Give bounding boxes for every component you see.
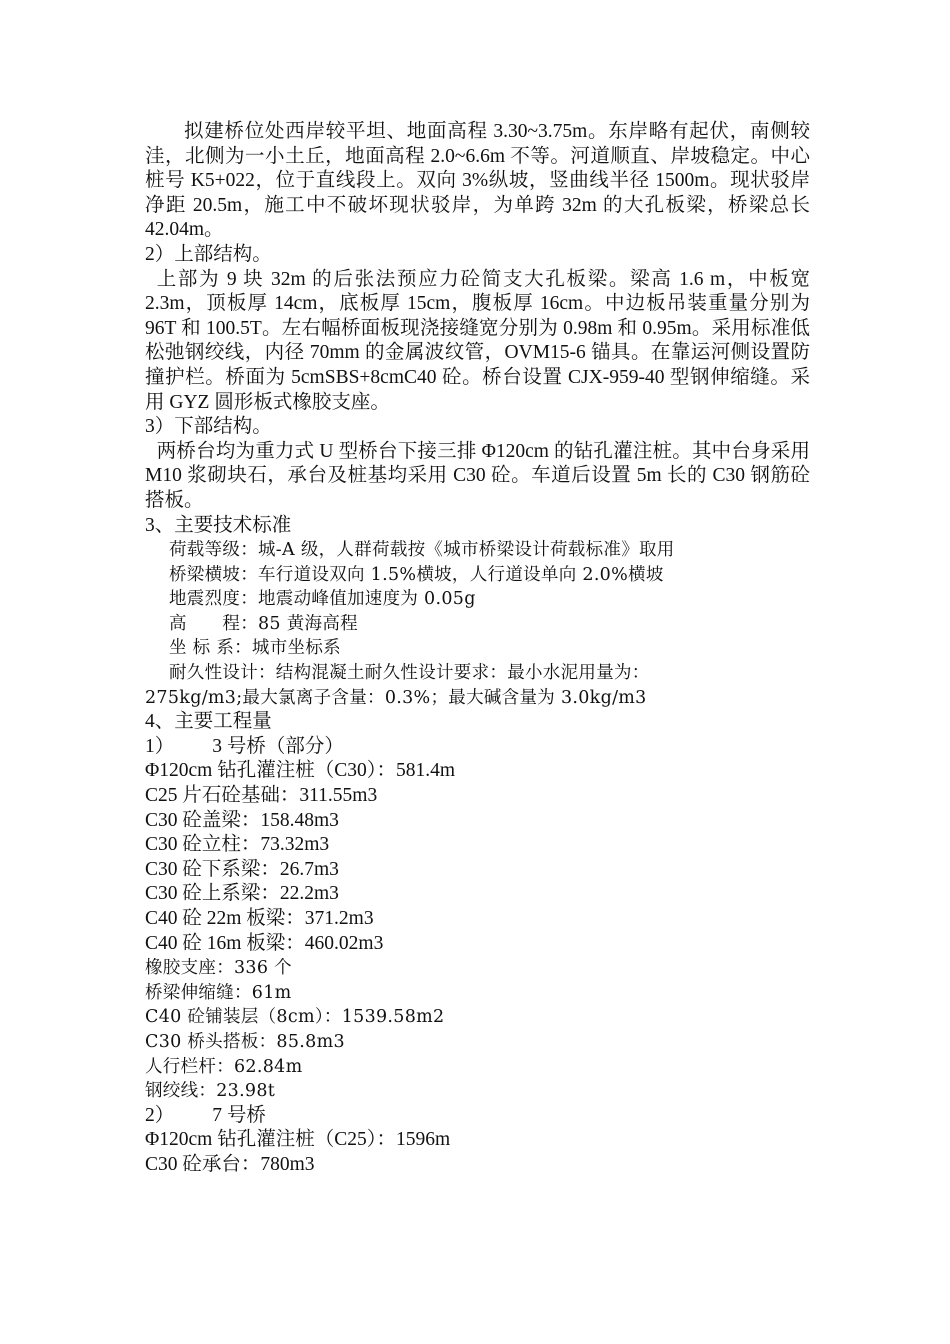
list-item: C30 砼承台：780m3: [145, 1153, 315, 1175]
list-item: C30 桥头搭板：85.8m3: [145, 1031, 345, 1052]
bridge-3-quantity-list: [145, 759, 810, 1103]
list-item: Φ120cm 钻孔灌注桩（C25）：1596m: [145, 1129, 451, 1151]
technical-standards-list: [145, 538, 810, 710]
standard-item: 高 程：85 黄海高程: [169, 613, 358, 634]
durability-line: 耐久性设计：结构混凝土耐久性设计要求：最小水泥用量为：: [169, 663, 650, 684]
bridge-7-heading: [145, 1104, 810, 1129]
superstructure-heading: 2）上部结构。: [145, 243, 272, 265]
superstructure-paragraph: 上部为 9 块 32m 的后张法预应力砼简支大孔板梁。梁高 1.6 m，中板宽 2.3m，顶板厚 14cm，底板厚 15cm，腹板厚 16cm。中边板吊装重量分别为 96T 和 100.5T。左右幅桥面板现浇接缝宽分别为 0.98m 和 0.95m。采用标准低松弛钢绞线，内径 70mm 的金属波纹管，OVM15-6 锚具。在靠运河侧设置防撞护栏。桥面为 5cmSBS+8cmC40 砼。桥台设置 CJX-959-40 型钢伸缩缝。采用 GYZ 圆形板式橡胶支座。: [145, 268, 810, 413]
list-item: 橡胶支座：336 个: [145, 958, 292, 979]
list-item: Φ120cm 钻孔灌注桩（C30）：581.4m: [145, 760, 456, 782]
list-item: C40 砼 22m 板梁：371.2m3: [145, 908, 374, 929]
list-item: C30 砼下系梁：26.7m3: [145, 858, 339, 880]
list-item: C25 片石砼基础：311.55m3: [145, 785, 378, 807]
substructure-heading: 3）下部结构。: [145, 416, 272, 438]
site-description-paragraph: 拟建桥位处西岸较平坦、地面高程 3.30~3.75m。东岸略有起伏，南侧较洼，北侧为一小土丘，地面高程 2.0~6.6m 不等。河道顺直、岸坡稳定。中心桩号 K5+022，位于直线段上。双向 3%纵坡，竖曲线半径 1500m。现状驳岸净距 20.5m，施工中不破坏现状驳岸，为单跨 32m 的大孔板梁，桥梁总长 42.04m。: [145, 121, 810, 241]
standard-item: 坐 标 系：城市坐标系: [169, 638, 341, 659]
list-item: 桥梁伸缩缝：61m: [145, 982, 292, 1003]
technical-standards-heading: 3、主要技术标准: [145, 514, 292, 536]
standard-item: 地震烈度：地震动峰值加速度为 0.05g: [169, 589, 476, 610]
list-item: C30 砼立柱：73.32m3: [145, 834, 330, 856]
bridge-3-number: 1）: [145, 735, 175, 757]
document-page: [145, 120, 810, 1178]
bridge-3-heading: [145, 735, 810, 760]
standard-item: 桥梁横坡：车行道设双向 1.5%横坡，人行道设单向 2.0%横坡: [169, 564, 664, 585]
standard-item: 荷载等级：城-A 级，人群荷载按《城市桥梁设计荷载标准》取用: [169, 540, 675, 561]
list-item: C40 砼铺装层（8cm）：1539.58m2: [145, 1007, 445, 1028]
list-item: C30 砼上系梁：22.2m3: [145, 883, 339, 905]
list-item: C40 砼 16m 板梁：460.02m3: [145, 932, 384, 954]
list-item: 人行栏杆：62.84m: [145, 1056, 303, 1077]
bridge-3-title: 3 号桥（部分）: [212, 735, 344, 757]
bridge-7-number: 2）: [145, 1104, 175, 1126]
durability-line-continued: 275kg/m3;最大氯离子含量：0.3%；最大碱含量为 3.0kg/m3: [145, 687, 647, 708]
bridge-7-title: 7 号桥: [212, 1104, 266, 1126]
substructure-paragraph: 两桥台均为重力式 U 型桥台下接三排 Φ120cm 的钻孔灌注桩。其中台身采用 M10 浆砌块石，承台及桩基均采用 C30 砼。车道后设置 5m 长的 C30 钢筋砼搭板。: [145, 440, 810, 511]
bridge-7-quantity-list: [145, 1128, 810, 1177]
list-item: 钢绞线：23.98t: [145, 1081, 276, 1102]
list-item: C30 砼盖梁：158.48m3: [145, 809, 339, 831]
quantities-heading: 4、主要工程量: [145, 711, 272, 733]
